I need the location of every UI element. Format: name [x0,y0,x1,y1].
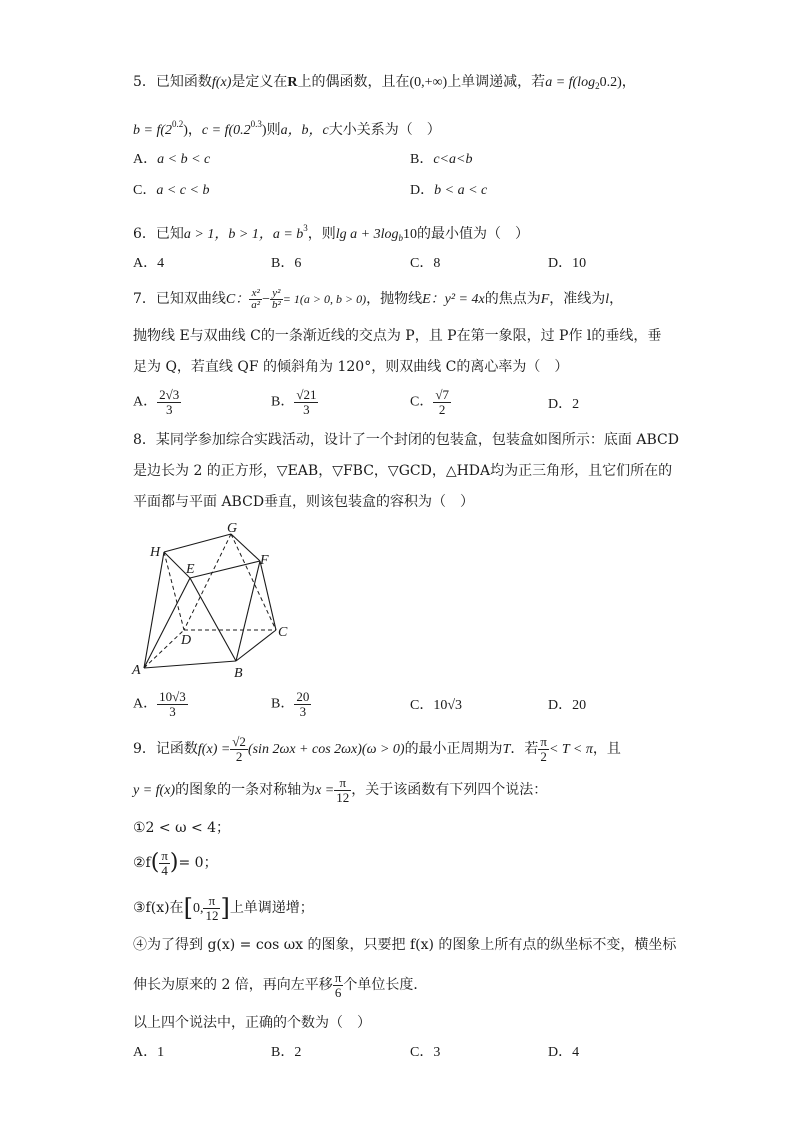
q9-text: 9．记函数 [133,741,198,757]
frac-num: 2√3 [159,387,180,402]
frac-num: √21 [296,387,317,402]
option-frac [433,388,451,417]
q9-y: y = f(x) [133,783,176,798]
q6-log-base: b [398,233,403,243]
frac-den: 6 [334,984,342,1000]
q5-option-b[interactable] [410,150,472,170]
frac-den: 3 [303,402,310,417]
q8-stem-line2: 是边长为 2 的正方形，▽EAB，▽FBC，▽GCD，△HDA均为正三角形，且它们所在的 [133,463,673,479]
q7-F: F [540,292,550,307]
q6-option-c[interactable]: C．8 [410,256,441,271]
frac-num: √2 [232,733,246,749]
q9-bracket-open: [ [183,894,193,922]
option-label: C． [133,183,157,198]
q5-interval: (0,+∞) [409,75,448,90]
edge-EA [144,578,190,668]
frac-den: 4 [161,862,168,878]
q6-option-a[interactable]: A．4 [133,256,165,271]
q5-comma: ， [187,122,202,138]
q7-cond: = 1(a > 0, b > 0) [282,292,367,306]
q7-stem-line1 [133,285,623,314]
q5-text: 上的偶函数，且在 [297,74,410,90]
edge-FB [236,561,260,661]
q9-frac-sqrt2 [230,735,248,764]
frac-num: 10√3 [159,689,186,704]
q5-question: 大小关系为（ ） [328,122,441,138]
q7-frac-y [270,288,283,311]
q9-frac-pi4 [159,849,170,878]
edge-GC-hidden [231,534,276,630]
frac-den: 3 [165,402,173,417]
q9-statement-2 [133,848,218,878]
frac-den: a² [251,298,261,311]
q9-statement-3 [133,893,314,924]
q9-T: T [502,742,511,757]
frac-den: 2 [438,402,446,417]
q9-frac-pi2 [538,735,549,764]
frac-num: 20 [296,689,310,704]
option-label: B． [271,696,295,712]
frac-num: π [161,847,168,863]
q8-option-d[interactable]: D．20 [548,698,587,713]
q9-option-d[interactable]: D．4 [548,1045,580,1060]
edge-GF [231,534,260,561]
edge-GD-hidden [184,534,231,630]
q5-stem-line2 [133,114,441,141]
q9-summary: 以上四个说法中，正确的个数为（ ） [133,1015,371,1031]
label-C: C [278,625,288,640]
label-F: F [260,553,269,568]
q5-text: 是定义在 [231,74,288,90]
label-D: D [181,633,192,648]
q5-a-def-end: 0.2) [599,75,622,90]
label-A: A [132,663,141,678]
q9-text: ③f(x)在 [133,900,184,916]
option-value: a < c < b [156,183,210,198]
label-G: G [227,521,238,536]
q6-text: 6．已知 [133,226,184,242]
q6-expr-end: 10 [403,227,417,242]
q9-paren-close: ) [169,850,179,875]
edge-EB [190,578,236,661]
q6-exp: 3 [303,223,308,233]
q9-statement-4-line1: ④为了得到 g(x) = cos ωx 的图象，只要把 f(x) 的图象上所有点的纵坐标不变，横坐标 [133,937,677,953]
q5-text: 则 [266,122,281,138]
q9-expr: (sin 2ωx + cos 2ωx)(ω > 0) [247,742,405,757]
option-frac [294,690,311,719]
q9-text: = 0； [178,855,218,871]
q9-frac-pi6 [333,971,344,1000]
q9-text: 的图象的一条对称轴为 [175,782,316,798]
q9-stem-line1 [133,734,621,765]
q7-text: 的焦点为 [484,291,541,307]
q5-exp: 0.2 [172,119,184,129]
frac-den: 3 [299,704,307,719]
option-label: A． [133,152,158,167]
frac-num: π [334,776,351,791]
q8-stem-line1: 8．某同学参加综合实践活动，设计了一个封闭的包装盒，包装盒如图所示：底面 ABCD [133,432,679,448]
frac-den: 12 [205,907,219,923]
frac-den: 2 [540,748,547,764]
q7-C: C： [225,292,250,307]
q7-option-a[interactable] [133,388,181,417]
edge-FC [260,561,276,630]
option-frac [294,388,318,417]
q9-fx: f(x) = [197,742,231,757]
q7-parabola: E：y² = 4x [422,292,485,307]
frac-den: 2 [235,748,243,764]
q5-paren: ) [183,123,188,138]
q5-vars: a，b，c [280,123,329,138]
q9-option-c[interactable]: C．3 [410,1045,441,1060]
q8-option-a[interactable] [133,690,188,719]
edge-FE [190,561,260,578]
q9-statement-1: ①2 < ω < 4； [133,820,231,836]
q7-text: ，抛物线 [366,291,423,307]
frac-num: π [540,733,547,749]
q6-stem [133,218,529,248]
label-B: B [234,666,243,681]
q7-stem-line2: 抛物线 E与双曲线 C的一条渐近线的交点为 P，且 P在第一象限，过 P作 l的垂线，垂 [133,328,662,344]
q7-minus: − [262,292,270,307]
q6-expr: lg a + 3log [335,227,399,242]
edge-AB [144,661,236,668]
q7-comma: ， [609,291,624,307]
q8-option-b[interactable] [271,690,311,719]
q9-paren-open: ( [150,850,160,875]
q9-stem-line2 [133,775,547,806]
q9-statement-4-line2 [133,970,427,1000]
q5-fx: f(x) [211,75,232,90]
edge-HA [144,552,164,668]
q9-text: ，关于该函数有下列四个说法： [351,782,548,798]
q9-frac-pi12 [334,776,351,805]
q5-paren: ) [261,123,267,138]
q9-text: 0, [192,901,204,916]
q5-exp: 0.3 [250,119,262,129]
q7-l: l [605,292,610,307]
q5-c-def: c = f(0.2 [201,123,251,138]
q5-text: 5．已知函数 [133,74,212,90]
option-label: A． [133,696,158,712]
q5-b-def: b = f(2 [133,123,172,138]
label-E: E [186,562,195,577]
option-frac [157,388,181,417]
q9-x: x = [315,783,335,798]
q7-option-b[interactable] [271,388,318,417]
option-value: a < b < c [157,152,211,167]
frac-num: π [334,969,342,985]
edge-HD-hidden [164,552,184,630]
q7-text: ，准线为 [549,291,606,307]
q5-log-base: 2 [595,81,600,91]
option-value: c<a<b [433,152,473,167]
frac-den: 3 [169,704,176,719]
frac-den: b² [271,298,281,311]
q9-frac-pi12b [203,894,220,923]
option-value: b < a < c [434,183,488,198]
q6-conditions: a > 1，b > 1，a = b [183,227,304,242]
q9-text: ，且 [592,741,621,757]
option-label: C． [410,394,434,410]
q5-R: R [287,75,298,90]
frac-num: π [203,894,220,909]
q9-text: ②f [133,855,151,871]
q5-option-a[interactable] [133,150,210,170]
label-H: H [150,545,161,560]
q5-comma: ， [621,74,636,90]
q5-text: 上单调递减，若 [447,74,546,90]
option-label: A． [133,394,158,410]
option-label: B． [271,394,295,410]
q8-box-figure [126,518,306,683]
q9-option-a[interactable]: A．1 [133,1045,165,1060]
q9-range: < T < π [548,742,593,757]
q7-text: 7．已知双曲线 [133,291,226,307]
frac-den: 12 [336,789,350,805]
q6-text: ，则 [307,226,336,242]
q7-option-d[interactable]: D．2 [548,397,580,412]
q9-text: ．若 [510,741,539,757]
option-label: D． [410,183,435,198]
q8-option-c[interactable]: C．10√3 [410,698,463,713]
edge-HG [164,534,231,552]
q9-text: 个单位长度． [343,977,428,993]
frac-num: x² [249,288,262,300]
q5-option-d[interactable] [410,181,487,201]
option-frac [157,690,188,719]
q6-question: 的最小值为（ ） [417,226,529,242]
q9-text: 上单调递增； [229,900,314,916]
q5-stem-line1 [133,72,636,96]
q5-option-c[interactable] [133,181,209,201]
q9-option-b[interactable]: B．2 [271,1045,302,1060]
q9-text: 伸长为原来的 2 倍，再向左平移 [133,977,333,993]
frac-num: y² [270,288,283,300]
q9-bracket-close: ] [220,894,230,922]
frac-num: √7 [435,387,449,402]
q6-option-b[interactable]: B．6 [271,256,302,271]
q8-stem-line3: 平面都与平面 ABCD垂直，则该包装盒的容积为（ ） [133,494,475,510]
q5-a-def: a = f(log [545,75,596,90]
q6-option-d[interactable]: D．10 [548,256,587,271]
option-label: B． [410,152,434,167]
q7-option-c[interactable] [410,388,451,417]
q7-stem-line3: 足为 Q，若直线 QF 的倾斜角为 120°，则双曲线 C的离心率为（ ） [133,359,569,375]
q9-text: 的最小正周期为 [404,741,503,757]
q7-frac-x [249,288,262,311]
